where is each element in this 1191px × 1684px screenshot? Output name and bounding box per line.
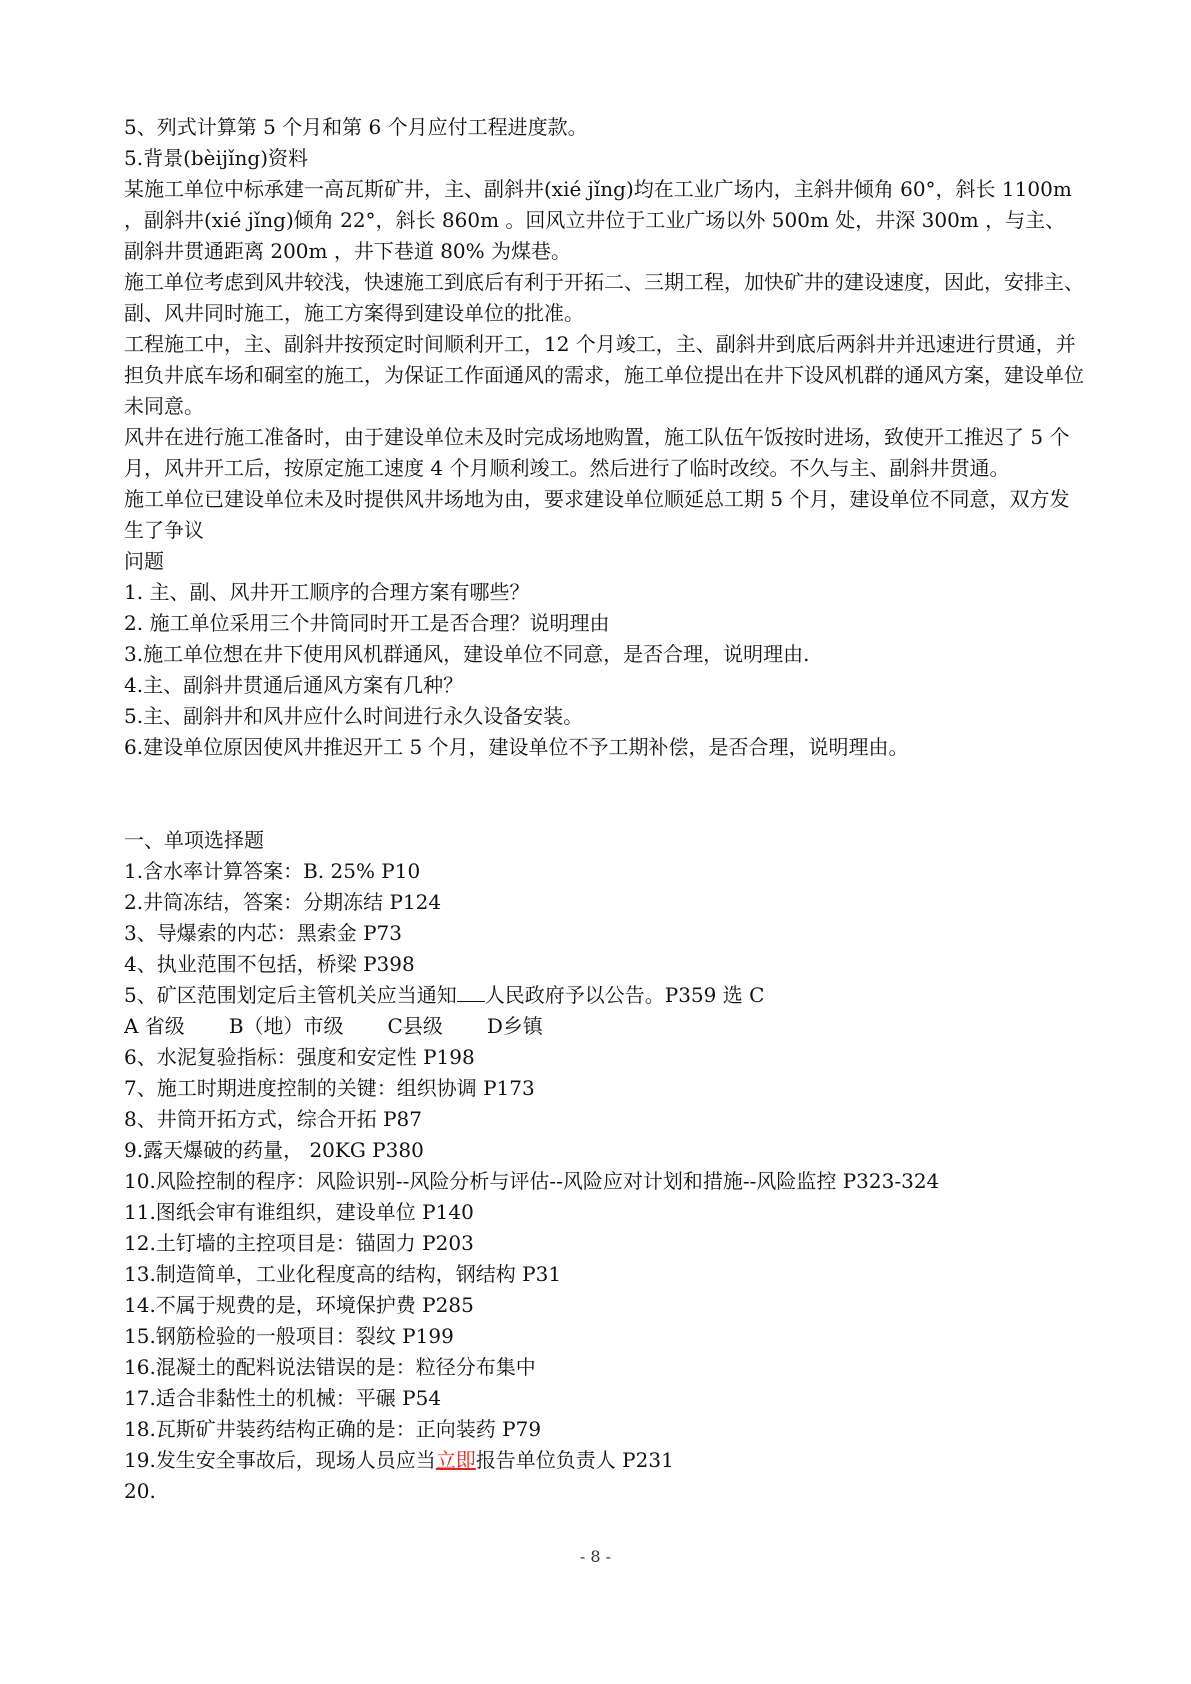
option-b: B（地）市级 <box>228 1014 344 1038</box>
answer-item: 15.钢筋检验的一般项目：裂纹 P199 <box>124 1324 454 1348</box>
answer-item: 8、井筒开拓方式，综合开拓 P87 <box>124 1107 422 1131</box>
answer-item <box>124 1445 1084 1476</box>
option-a: A 省级 <box>124 1014 185 1038</box>
answer-item <box>124 980 1084 1011</box>
answer-item: 12.土钉墙的主控项目是：锚固力 P203 <box>124 1231 474 1255</box>
question-item: 6.建设单位原因使风井推迟开工 5 个月，建设单位不予工期补偿，是否合理，说明理由。 <box>124 735 909 759</box>
answer-text: 报告单位负责人 P231 <box>475 1448 674 1472</box>
section-heading: 一、单项选择题 <box>124 828 264 852</box>
answer-options <box>124 1011 1084 1042</box>
option-c: C县级 <box>387 1014 443 1038</box>
answer-text: 19.发生安全事故后，现场人员应当 <box>124 1448 436 1472</box>
answer-item: 11.图纸会审有谁组织，建设单位 P140 <box>124 1200 474 1224</box>
answer-item: 6、水泥复验指标：强度和安定性 P198 <box>124 1045 475 1069</box>
answer-item: 13.制造简单，工业化程度高的结构，钢结构 P31 <box>124 1262 562 1286</box>
case-paragraph: 施工单位考虑到风井较浅，快速施工到底后有利于开拓二、三期工程，加快矿井的建设速度，因此，安排主、副、风井同时施工，施工方案得到建设单位的批准。 <box>124 270 1084 325</box>
page-number: - 8 - <box>579 1547 612 1566</box>
case-paragraph: 风井在进行施工准备时，由于建设单位未及时完成场地购置，施工队伍午饭按时进场，致使开工推迟了 5 个月，风井开工后，按原定施工速度 4 个月顺利竣工。然后进行了临时改绞。不久与主、副斜井贯通。 <box>124 425 1070 480</box>
case-heading: 5.背景(bèijǐng)资料 <box>124 146 309 170</box>
answer-item: 2.井筒冻结，答案：分期冻结 P124 <box>124 890 442 914</box>
answer-item: 16.混凝土的配料说法错误的是：粒径分布集中 <box>124 1355 536 1379</box>
question-item: 3.施工单位想在井下使用风机群通风，建设单位不同意，是否合理，说明理由. <box>124 642 810 666</box>
option-d: D乡镇 <box>486 1014 543 1038</box>
answer-item: 17.适合非黏性土的机械：平碾 P54 <box>124 1386 442 1410</box>
answer-text: 人民政府予以公告。P359 选 C <box>484 983 765 1007</box>
answer-item: 1.含水率计算答案：B. 25% P10 <box>124 859 421 883</box>
answer-item: 7、施工时期进度控制的关键：组织协调 P173 <box>124 1076 535 1100</box>
answer-item: 20. <box>124 1479 156 1503</box>
highlighted-text: 立即 <box>435 1448 476 1472</box>
question-item: 4.主、副斜井贯通后通风方案有几种？ <box>124 673 464 697</box>
case-paragraph: 工程施工中，主、副斜井按预定时间顺利开工，12 个月竣工，主、副斜井到底后两斜井并迅速进行贯通，并担负井底车场和硐室的施工，为保证工作面通风的需求，施工单位提出在井下设风机群的通风方案，建设单位未同意。 <box>124 332 1084 418</box>
answer-item: 3、导爆索的内芯：黑索金 P73 <box>124 921 402 945</box>
question-item: 5.主、副斜井和风井应什么时间进行永久设备安装。 <box>124 704 584 728</box>
answer-item: 4、执业范围不包括，桥梁 P398 <box>124 952 415 976</box>
case-paragraph: 某施工单位中标承建一高瓦斯矿井，主、副斜井(xié jǐng)均在工业广场内，主斜井倾角 60°，斜长 1100m ，副斜井(xié jǐng)倾角 22°，斜长 860m 。回风立井位于工业广场以外 500m 处，井深 300m ，与主、副斜井贯通距离 200m ，井下巷道 80% 为煤巷。 <box>124 177 1072 263</box>
text-line: 5、列式计算第 5 个月和第 6 个月应付工程进度款。 <box>124 115 588 139</box>
question-item: 2. 施工单位采用三个井筒同时开工是否合理？说明理由 <box>124 611 610 635</box>
question-item: 1. 主、副、风井开工顺序的合理方案有哪些？ <box>124 580 530 604</box>
spacer <box>124 763 1084 825</box>
answer-text: 5、矿区范围划定后主管机关应当通知 <box>124 983 457 1007</box>
case-paragraph: 施工单位已建设单位未及时提供风井场地为由，要求建设单位顺延总工期 5 个月，建设单位不同意，双方发生了争议 <box>124 487 1070 542</box>
answer-item: 9.露天爆破的药量， 20KG P380 <box>124 1138 424 1162</box>
answer-item: 10.风险控制的程序：风险识别--风险分析与评估--风险应对计划和措施--风险监控 P323-324 <box>124 1169 940 1193</box>
fill-blank <box>457 983 485 1002</box>
questions-heading: 问题 <box>124 549 164 573</box>
answer-item: 14.不属于规费的是，环境保护费 P285 <box>124 1293 474 1317</box>
page-content <box>124 112 1084 1507</box>
answer-item: 18.瓦斯矿井装药结构正确的是：正向装药 P79 <box>124 1417 542 1441</box>
